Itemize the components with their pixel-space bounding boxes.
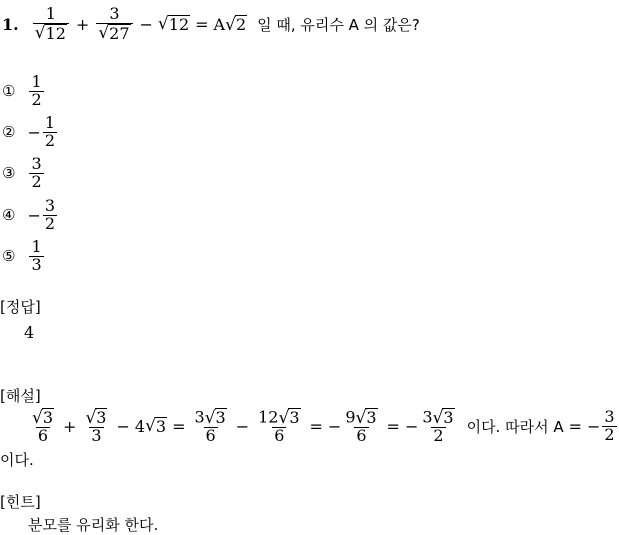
solution-end-text: 이다. [0,451,34,469]
question-rhs: A √ 2 [213,14,247,35]
question-term-3: √ 12 [157,14,190,35]
answer-label: [정답] [0,298,41,316]
choice-1[interactable]: ① $\frac{1}{2}$ [2,72,42,109]
choice-5[interactable]: ⑤ $\frac{1}{3}$ [2,237,42,274]
answer-value: 4 [24,323,35,342]
question-term-1: 1 √ 12 [33,6,69,42]
question-number: 1. [2,14,19,34]
choice-2[interactable]: ② − $\frac{1}{2}$ [2,113,56,150]
hint-text: 분모를 유리화 한다. [28,516,159,534]
question-text: 일 때, 유리수 A 의 값은? [257,15,420,34]
solution-equation: √ 3 6 + √ 3 3 − 4 √ 3 = 3 √ 3 6 − 12 √ 3 6 = − 9 √ 3 6 = − 3 √ 3 2 이다. 따라서 A = − $\frac{3}{2}$ [32,406,615,445]
solution-label: [해설] [0,387,41,405]
choice-4[interactable]: ④ − $\frac{3}{2}$ [2,196,56,233]
choice-3[interactable]: ③ $\frac{3}{2}$ [2,154,42,191]
question-line: 1. 1 √ 12 + 3 √ 27 − √ 12 = A √ 2 일 때, 유리수 A 의 값은? [2,4,420,44]
question-term-2: 3 √ 27 [96,6,132,42]
hint-label: [힌트] [0,493,41,511]
